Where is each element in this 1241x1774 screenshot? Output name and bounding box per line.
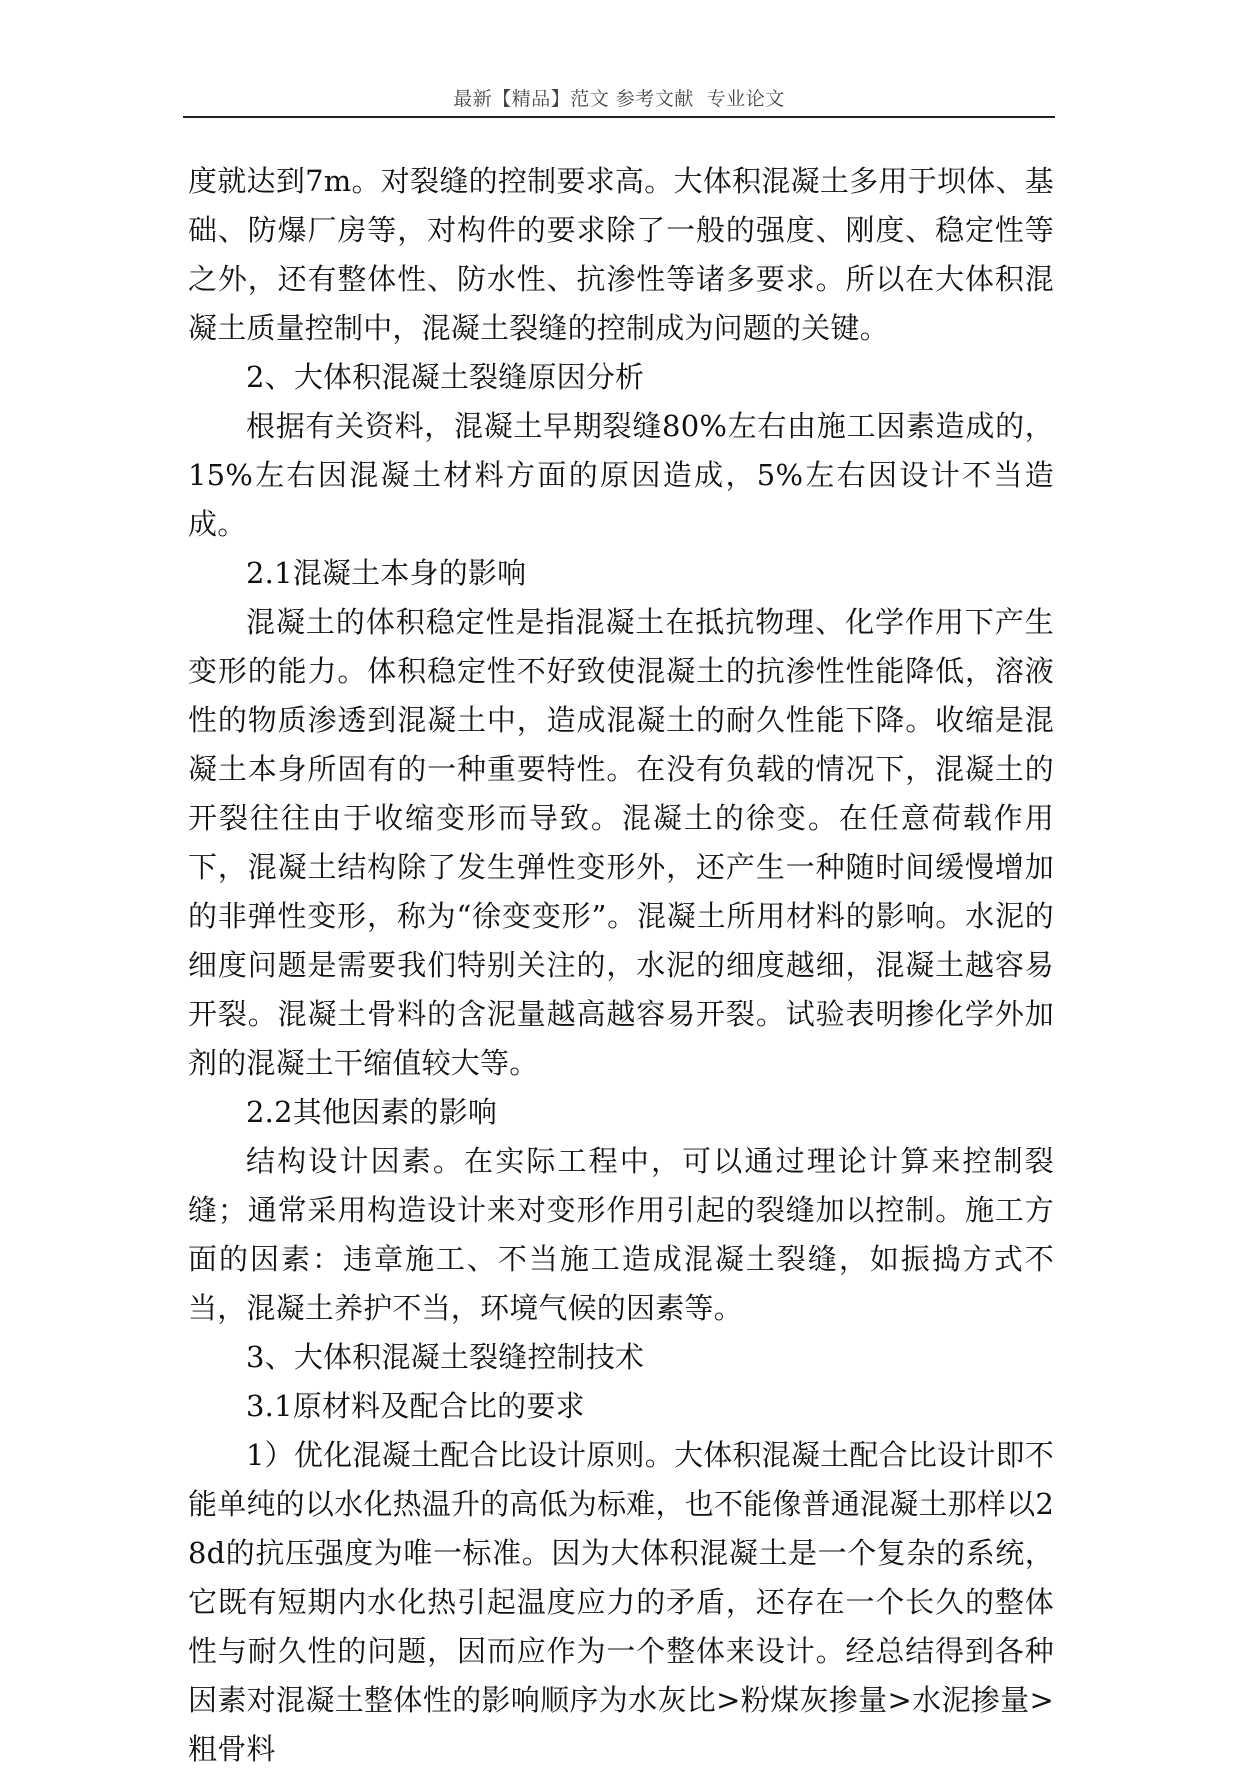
- paragraph-body: 结构设计因素。在实际工程中，可以通过理论计算来控制裂缝；通常采用构造设计来对变形作用引起的裂缝加以控制。施工方面的因素：违章施工、不当施工造成混凝土裂缝，如振捣方式不当，混凝土养护不当，环境气候的因素等。: [188, 1144, 1054, 1325]
- page-header: [183, 82, 1055, 118]
- header-text: 最新【精品】范文 参考文献 专业论文: [453, 88, 785, 110]
- paragraph-body: 混凝土的体积稳定性是指混凝土在抵抗物理、化学作用下产生变形的能力。体积稳定性不好致使混凝土的抗渗性性能降低，溶液性的物质渗透到混凝土中，造成混凝土的耐久性能下降。收缩是混凝土本身所固有的一种重要特性。在没有负载的情况下，混凝土的开裂往往由于收缩变形而导致。混凝土的徐变。在任意荷载作用下，混凝土结构除了发生弹性变形外，还产生一种随时间缓慢增加的非弹性变形，称为“徐变变形”。混凝土所用材料的影响。水泥的细度问题是需要我们特别关注的，水泥的细度越细，混凝土越容易开裂。混凝土骨料的含泥量越高越容易开裂。试验表明掺化学外加剂的混凝土干缩值较大等。: [188, 605, 1054, 1080]
- subsection-heading: 2.2其他因素的影响: [246, 1095, 498, 1129]
- subsection-heading: 3.1原材料及配合比的要求: [246, 1389, 585, 1423]
- document-body: [188, 157, 1054, 1774]
- subsection-heading: 2.1混凝土本身的影响: [246, 556, 527, 590]
- section-heading: 3、大体积混凝土裂缝控制技术: [246, 1340, 645, 1374]
- paragraph-body: 1）优化混凝土配合比设计原则。大体积混凝土配合比设计即不能单纯的以水化热温升的高低为标难，也不能像普通混凝土那样以28d的抗压强度为唯一标准。因为大体积混凝土是一个复杂的系统，它既有短期内水化热引起温度应力的矛盾，还存在一个长久的整体性与耐久性的问题，因而应作为一个整体来设计。经总结得到各种因素对混凝土整体性的影响顺序为水灰比>粉煤灰掺量>水泥掺量>粗骨料: [188, 1438, 1054, 1766]
- paragraph-body: 根据有关资料，混凝土早期裂缝80%左右由施工因素造成的，15%左右因混凝土材料方面的原因造成，5%左右因设计不当造成。: [188, 409, 1054, 541]
- paragraph-body: 度就达到7m。对裂缝的控制要求高。大体积混凝土多用于坝体、基础、防爆厂房等，对构件的要求除了一般的强度、刚度、稳定性等之外，还有整体性、防水性、抗渗性等诸多要求。所以在大体积混凝土质量控制中，混凝土裂缝的控制成为问题的关键。: [188, 164, 1054, 345]
- section-heading: 2、大体积混凝土裂缝原因分析: [246, 360, 645, 394]
